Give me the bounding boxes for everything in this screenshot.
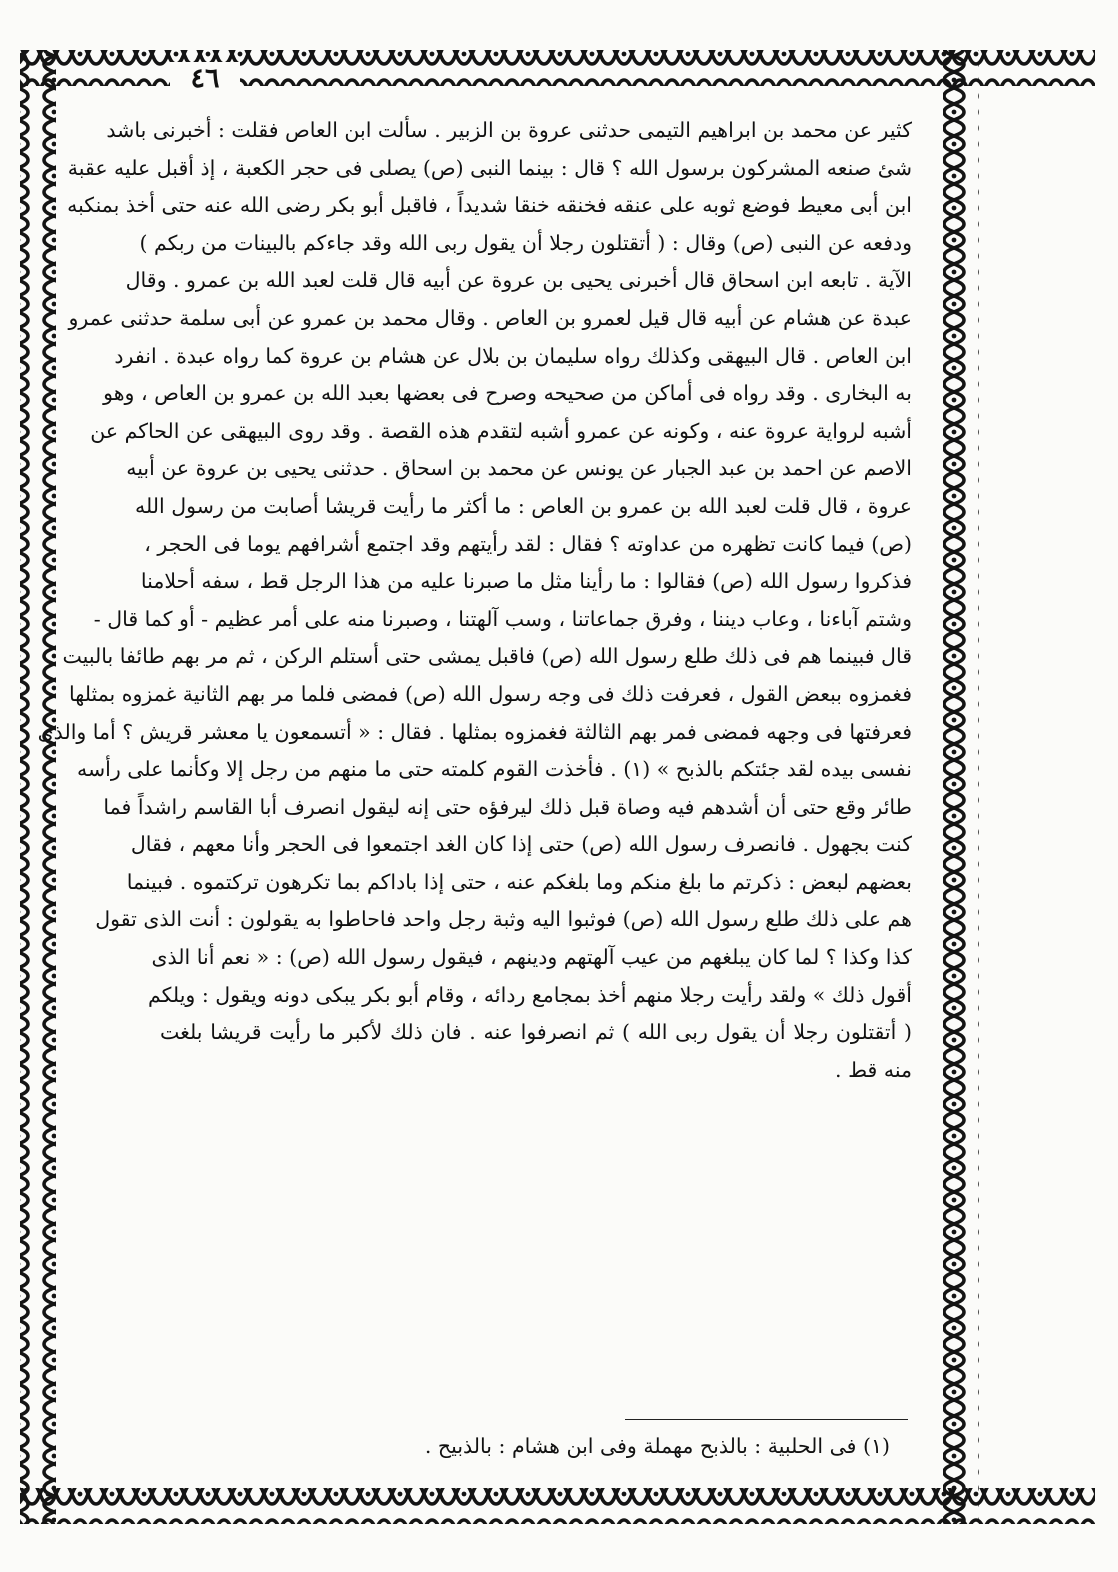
text-line: ابن العاص . قال البيهقى وكذلك رواه سليمان بن بلال عن هشام بن عروة كما رواه عبدة . انفرد [114,343,912,368]
footnote: (١) فى الحلبية : بالذبح مهملة وفى ابن هشام : بالذبيح . [424,1434,890,1458]
border-bottom [20,1488,1095,1524]
text-line: كثير عن محمد بن ابراهيم التيمى حدثنى عروة بن الزبير . سألت ابن العاص فقلت : أخبرنى باشد [106,118,912,142]
text-line: فغمزوه ببعض القول ، فعرفت ذلك فى وجه رسول الله (ص) فمضى فلما مر بهم الثانية غمزوه بمثلها [69,681,912,706]
text-line: فعرفتها فى وجهه فمضى فمر بهم الثالثة فغمزوه بمثلها . فقال : « أتسمعون يا معشر قريش ؟ أما والذى [37,719,912,744]
text-line: قال فبينما هم فى ذلك طلع رسول الله (ص) فاقبل يمشى حتى أستلم الركن ، ثم مر بهم طائفا بالبيت [62,644,912,669]
text-line: الآية . تابعه ابن اسحاق قال أخبرنى يحيى بن عروة عن أبيه قال قلت لعبد الله بن عمرو . وقال [125,268,912,293]
text-line: عبدة عن هشام عن أبيه قال قيل لعمرو بن العاص . وقال محمد بن عمرو عن أبى سلمة حدثنى عمرو [68,305,912,330]
text-line: كذا وكذا ؟ لما كان يبلغهم من عيب آلهتهم ودينهم ، فيقول رسول الله (ص) : « نعم أنا الذى [151,945,912,970]
text-line: هم على ذلك طلع رسول الله (ص) فوثبوا اليه وثبة رجل واحد فاحاطوا به يقولون : أنت الذى تقول [95,907,912,932]
border-left [20,50,56,1524]
text-line: أقول ذلك » ولقد رأيت رجلا منهم أخذ بمجامع ردائه ، وقام أبو بكر يبكى دونه ويقول : ويلكم [147,982,912,1007]
text-line: الاصم عن احمد بن عبد الجبار عن يونس عن محمد بن اسحاق . حدثنى يحيى بن عروة عن أبيه [126,456,912,481]
text-line: شئ صنعه المشركون برسول الله ؟ قال : بينما النبى (ص) يصلى فى حجر الكعبة ، إذ أقبل عليه عقبة [67,155,912,180]
text-line: عروة ، قال قلت لعبد الله بن عمرو بن العاص : ما أكثر ما رأيت قريشا أصابت من رسول الله [135,493,912,518]
text-line: وشتم آباءنا ، وعاب ديننا ، وفرق جماعاتنا ، وسب آلهتنا ، وصبرنا منه على أمر عظيم - أو كما قال - [93,606,912,631]
text-line: ودفعه عن النبى (ص) وقال : ( أتقتلون رجلا أن يقول ربى الله وقد جاءكم بالبينات من ربكم ) [139,230,912,255]
text-line: بعضهم لبعض : ذكرتم ما بلغ منكم وما بلغكم عنه ، حتى إذا باداكم بما تكرهون تركتموه . فبينما [126,869,912,894]
text-line: (ص) فيما كانت تظهره من عداوته ؟ فقال : لقد رأيتهم وقد اجتمع أشرافهم يوما فى الحجر ، [144,531,912,556]
main-text [37,112,912,1089]
footnote-separator [625,1419,908,1420]
page-number: ٤٦ [170,62,240,96]
text-line: نفسى بيده لقد جئتكم بالذبح » (١) . فأخذت القوم كلمته حتى ما منهم من رجل إلا وكأنما على رأسه [76,757,912,782]
text-line: أشبه لرواية عروة عنه ، وكونه عن عمرو أشبه لتقدم هذه القصة . وقد روى البيهقى عن الحاكم عن [90,418,912,443]
text-line: طائر وقع حتى أن أشدهم فيه وصاة قبل ذلك ليرفؤه حتى إنه ليقول انصرف أبا القاسم راشداً فما [103,794,912,819]
text-line: منه قط . [835,1057,912,1082]
text-line: ( أتقتلون رجلا أن يقول ربى الله ) ثم انصرفوا عنه . فان ذلك لأكبر ما رأيت قريشا بلغت [160,1020,912,1045]
text-line: ابن أبى معيط فوضع ثوبه على عنقه فخنقه خنقا شديداً ، فاقبل أبو بكر رضى الله عنه حتى أخذ بمنكبه [67,193,912,218]
border-right [943,50,979,1524]
text-line: كنت بجهول . فانصرف رسول الله (ص) حتى إذا كان الغد اجتمعوا فى الحجر وأنا معهم ، فقال [130,832,912,857]
text-line: فذكروا رسول الله (ص) فقالوا : ما رأينا مثل ما صبرنا عليه من هذا الرجل قط ، سفه أحلامنا [140,569,912,594]
text-line: به البخارى . وقد رواه فى أماكن من صحيحه وصرح فى بعضها بعبد الله بن عمرو بن العاص ، وهو [103,381,912,406]
